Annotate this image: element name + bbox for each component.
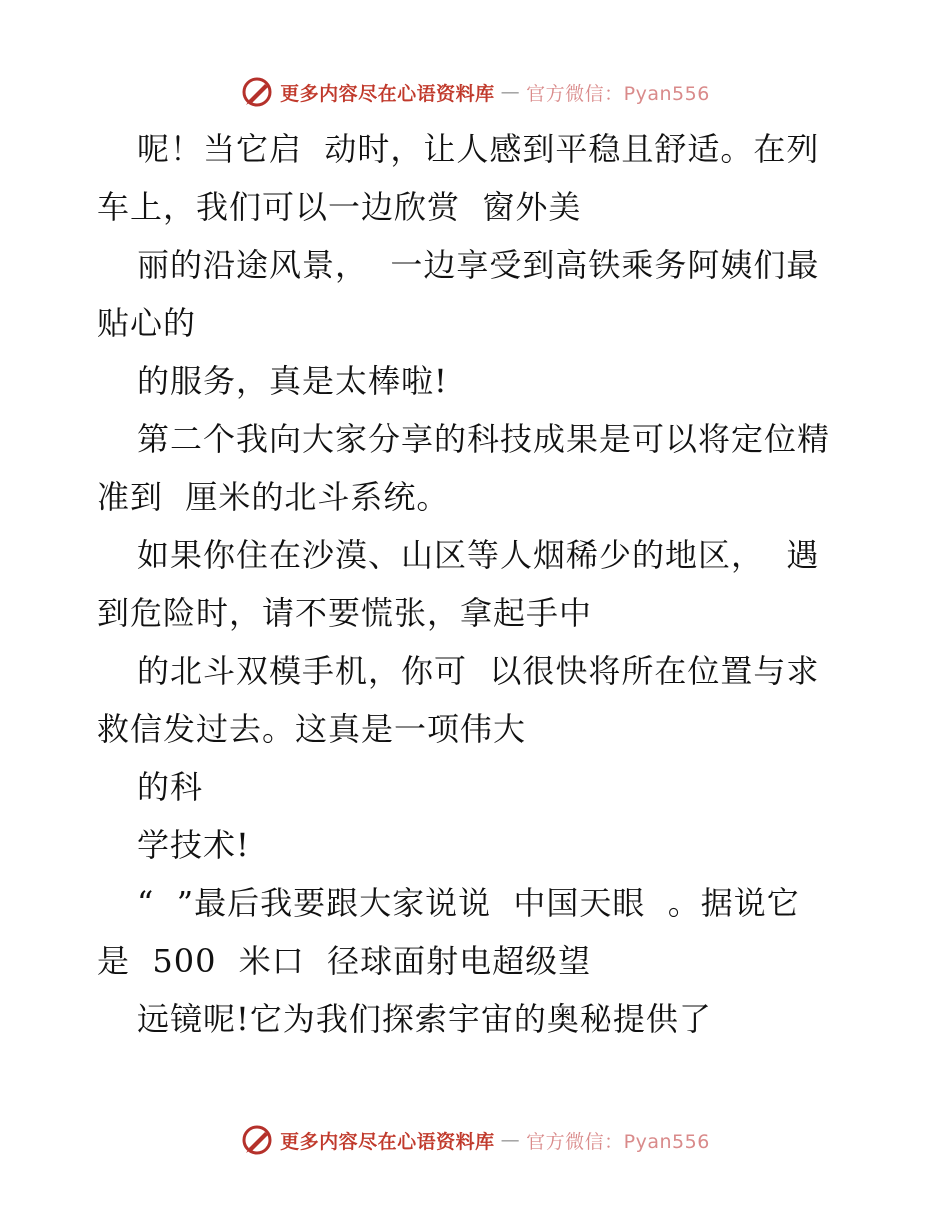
text-line: 是 500 米口 径球面射电超级望 [97,942,592,980]
text-line: 第二个我向大家分享的科技成果是可以将定位精 [137,420,831,458]
banner-dash: — [500,81,521,103]
text-line: 准到 厘米的北斗系统。 [97,478,450,516]
text-line: 的服务，真是太棒啦! [137,362,448,400]
text-line: 的科 [137,768,204,806]
text-line: 贴心的 [97,304,197,342]
banner-dash: — [500,1129,521,1151]
text-line: 呢！当它启 动时，让人感到平稳且舒适。在列 [137,130,820,168]
text-line: 的北斗双模手机，你可 以很快将所在位置与求 [137,652,820,690]
text-line: 学技术! [137,826,250,864]
text-line: “ ”最后我要跟大家说说 中国天眼 。据说它 [137,884,800,922]
header-banner [0,72,950,112]
pen-circle-icon [240,75,274,109]
text-line: 到危险时，请不要慌张，拿起手中 [97,594,593,632]
document-body [97,120,857,1048]
banner-wechat-text: 官方微信：Pyan556 [526,1130,710,1153]
banner-site-text: 更多内容尽在心语资料库 [280,82,495,105]
text-line: 如果你住在沙漠、山区等人烟稀少的地区， 遇 [137,536,820,574]
banner-site-text: 更多内容尽在心语资料库 [280,1130,495,1153]
text-line: 远镜呢!它为我们探索宇宙的奥秘提供了 [137,1000,712,1038]
banner-wechat-text: 官方微信：Pyan556 [526,82,710,105]
text-line: 车上，我们可以一边欣赏 窗外美 [97,188,582,226]
text-line: 丽的沿途风景， 一边享受到高铁乘务阿姨们最 [137,246,820,284]
text-line: 救信发过去。这真是一项伟大 [97,710,527,748]
footer-banner [0,1120,950,1160]
pen-circle-icon [240,1123,274,1157]
